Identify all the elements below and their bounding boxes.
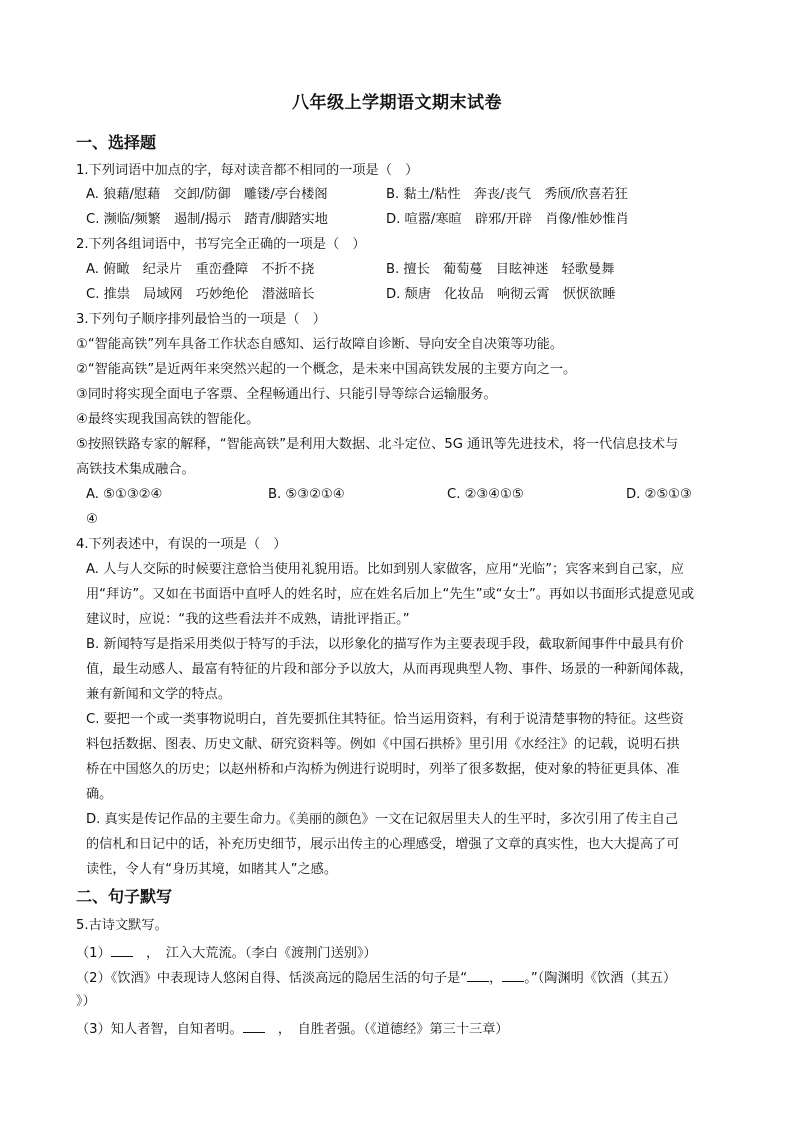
q4-option-b-line1: B. 新闻特写是指采用类似于特写的手法，以形象化的描写作为主要表现手段，截取新闻事件中最具有价: [86, 637, 684, 652]
q4-option-a-line1: A. 人与人交际的时候要注意恰当使用礼貌用语。比如到别人家做客，应用“光临”；宾客来到自己家，应: [86, 562, 684, 577]
q5-item-3: [76, 1019, 509, 1039]
q5-item-3-blank[interactable]: [243, 1019, 265, 1033]
q3-option-b: B. ⑤③②①④: [268, 487, 345, 502]
q5-item-1-blank[interactable]: [111, 943, 133, 957]
q2-option-c: C. 推祟 局域网 巧妙绝伦 潜滋暗长: [86, 287, 315, 302]
q4-option-c-line4: 确。: [86, 787, 113, 802]
q1-option-a: A. 狼藉/慰藉 交卸/防御 雕镂/亭台楼阁: [86, 187, 328, 202]
question-2-stem: 2.下列各组词语中，书写完全正确的一项是（ ）: [76, 237, 366, 252]
q3-option-c: C. ②③④①⑤: [447, 487, 524, 502]
q4-option-d-line2: 的信札和日记中的话，补充历史细节，展示出传主的心理感受，增强了文章的真实性，也大大提高了可: [86, 837, 680, 852]
q5-item-3-text: （3）知人者智，自知者明。: [76, 1022, 243, 1037]
q4-option-c-line1: C. 要把一个或一类事物说明白，首先要抓住其特征。恰当运用资料，有利于说清楚事物的特征。这些资: [86, 712, 684, 727]
q3-sentence-4: ④最终实现我国高铁的智能化。: [76, 412, 260, 427]
q3-sentence-1: ①“智能高铁”列车具备工作状态自感知、运行故障自诊断、导向安全自决策等功能。: [76, 337, 564, 352]
q3-sentence-5-cont: 高铁技术集成融合。: [76, 462, 195, 477]
q4-option-a-line2: 用“拜访”。又如在书面语中直呼人的姓名时，应在姓名后加上“先生”或“女士”。再如以书面形式提意见或: [86, 587, 695, 602]
question-4-stem: 4.下列表述中，有误的一项是（ ）: [76, 537, 287, 552]
section-heading-choice: 一、选择题: [76, 133, 157, 152]
q1-option-d: D. 喧嚣/寒暄 辟邪/开辟 肖像/惟妙惟肖: [386, 212, 629, 227]
question-1-stem: 1.下列词语中加点的字，每对读音都不相同的一项是（ ）: [76, 163, 419, 178]
question-5-stem: 5.古诗文默写。: [76, 918, 168, 933]
q4-option-c-line2: 料包括数据、图表、历史文献、研究资料等。例如《中国石拱桥》里引用《水经注》的记载，说明石拱: [86, 737, 680, 752]
q3-sentence-5: ⑤按照铁路专家的解释，“智能高铁”是利用大数据、北斗定位、5G 通讯等先进技术，将一代信息技术与: [76, 437, 679, 452]
question-3-stem: 3.下列句子顺序排列最恰当的一项是（ ）: [76, 312, 326, 327]
q5-item-1: [76, 943, 377, 963]
q3-option-d: D. ②⑤①③: [626, 487, 692, 502]
q5-item-2-cont: 》）: [76, 994, 96, 1009]
q3-sentence-3: ③同时将实现全面电子客票、全程畅通出行、只能引导等综合运输服务。: [76, 387, 497, 402]
q5-item-2-blank-1[interactable]: [467, 968, 489, 982]
q5-item-3-source: ， 自胜者强。（《道德经》第三十三章）: [277, 1022, 509, 1037]
q3-option-a: A. ⑤①③②④: [86, 487, 163, 502]
q5-item-2-text: （2）《饮酒》中表现诗人悠闲自得、恬淡高远的隐居生活的句子是“: [76, 971, 468, 986]
q1-option-c: C. 濒临/频繁 遏制/揭示 踏青/脚踏实地: [86, 212, 328, 227]
q2-option-d: D. 颓唐 化妆品 响彻云霄 恹恹欲睡: [386, 287, 616, 302]
q5-item-1-number: （1）: [76, 946, 111, 961]
q3-option-d-wrap: ④: [86, 512, 98, 527]
q3-sentence-2: ②“智能高铁”是近两年来突然兴起的一个概念，是未来中国高铁发展的主要方向之一。: [76, 362, 577, 377]
q4-option-d-line3: 读性，令人有“身历其境，如睹其人”之感。: [86, 862, 338, 877]
q5-item-2-blank-2[interactable]: [502, 968, 524, 982]
q4-option-b-line2: 值，最生动感人、最富有特征的片段和部分予以放大，从而再现典型人物、事件、场景的一种新闻体裁，: [86, 662, 693, 677]
q2-option-b: B. 擅长 葡萄蔓 目眩神迷 轻歌曼舞: [386, 262, 615, 277]
q2-option-a: A. 俯瞰 纪录片 重峦叠障 不折不挠: [86, 262, 315, 277]
section-heading-recitation: 二、句子默写: [76, 887, 173, 906]
q5-item-2-source: 。”（陶渊明《饮酒（其五）: [524, 971, 677, 986]
q5-item-2-comma: ，: [489, 971, 503, 986]
q5-item-2: [76, 968, 676, 988]
q1-option-b: B. 黏土/粘性 奔丧/丧气 秀颀/欣喜若狂: [386, 187, 628, 202]
q4-option-d-line1: D. 真实是传记作品的主要生命力。《美丽的颜色》一文在记叙居里夫人的生平时，多次引用了传主自己: [86, 812, 679, 827]
q4-option-c-line3: 桥在中国悠久的历史；以赵州桥和卢沟桥为例进行说明时，列举了很多数据，使对象的特征更具体、准: [86, 762, 680, 777]
q4-option-b-line3: 兼有新闻和文学的特点。: [86, 687, 232, 702]
q5-item-1-text: ， 江入大荒流。（李白《渡荆门送别》）: [145, 946, 377, 961]
q4-option-a-line3: 建议时，应说：“我的这些看法并不成熟，请批评指正。”: [86, 612, 410, 627]
exam-title: 八年级上学期语文期末试卷: [292, 93, 502, 113]
